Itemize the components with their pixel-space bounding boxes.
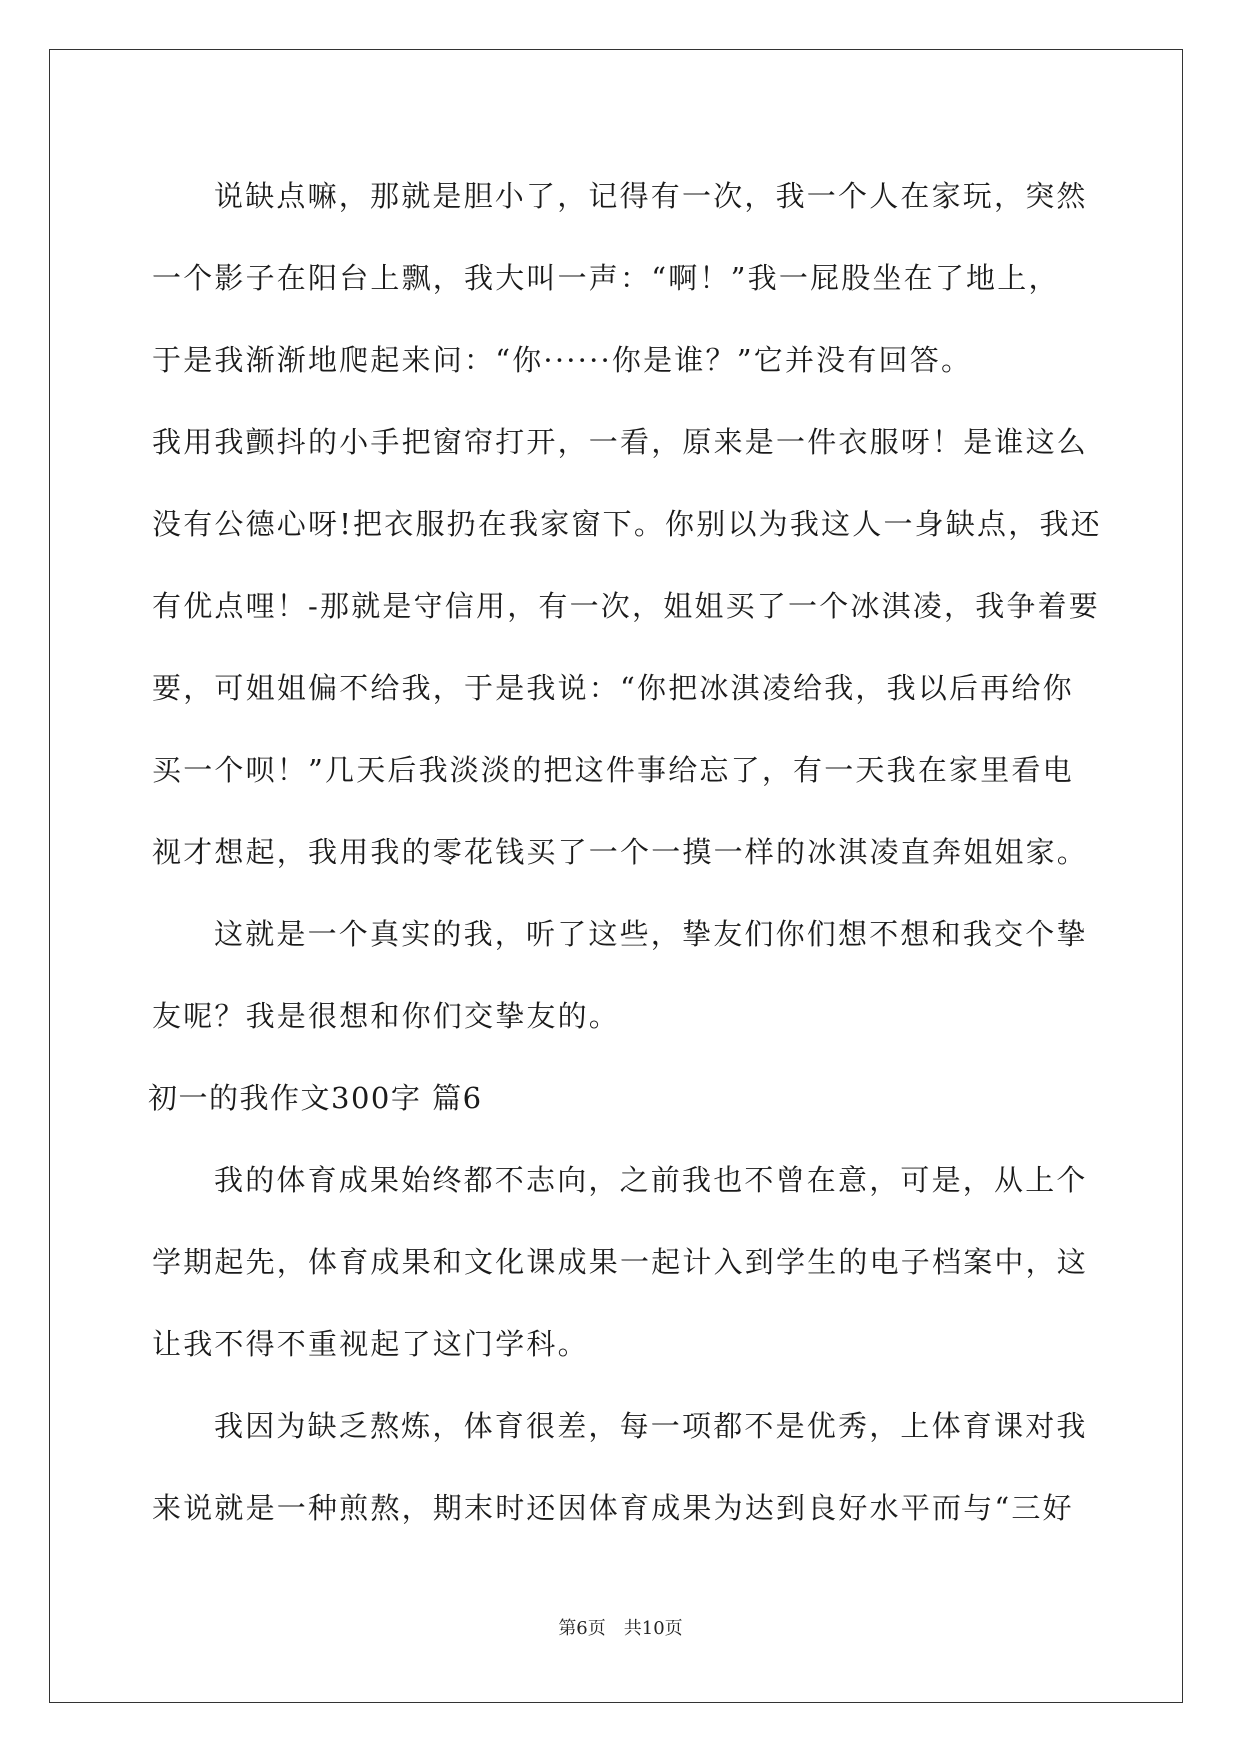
text-line: 视才想起，我用我的零花钱买了一个一摸一样的冰淇凌直奔姐姐家。 (152, 835, 1089, 869)
section-heading: 初一的我作文300字 篇6 (148, 1081, 483, 1115)
text-line: 有优点哩！-那就是守信用，有一次，姐姐买了一个冰淇凌，我争着要 (152, 589, 1101, 623)
text-line: 买一个呗！”几天后我淡淡的把这件事给忘了，有一天我在家里看电 (152, 753, 1074, 787)
text-line: 一个影子在阳台上飘，我大叫一声：“啊！”我一屁股坐在了地上， (152, 261, 1060, 295)
text-line: 说缺点嘛，那就是胆小了，记得有一次，我一个人在家玩，突然 (214, 179, 1088, 213)
page-footer (0, 1614, 1241, 1640)
text-line: 我用我颤抖的小手把窗帘打开，一看，原来是一件衣服呀！是谁这么 (152, 425, 1089, 459)
text-line: 我因为缺乏熬炼，体育很差，每一项都不是优秀，上体育课对我 (214, 1409, 1088, 1443)
text-line: 没有公德心呀!把衣服扔在我家窗下。你别以为我这人一身缺点，我还 (152, 507, 1102, 541)
page-total: 共10页 (623, 1618, 683, 1639)
paragraph-shortcomings (152, 155, 1102, 893)
text-line: 让我不得不重视起了这门学科。 (152, 1327, 589, 1361)
paragraph-pe-grades (152, 1139, 1092, 1385)
document-body (148, 155, 1102, 1549)
paragraph-pe-struggle (152, 1385, 1092, 1549)
text-line: 于是我渐渐地爬起来问：“你······你是谁？”它并没有回答。 (152, 343, 973, 377)
text-line: 友呢？我是很想和你们交挚友的。 (152, 999, 621, 1033)
page-number: 第6页 (558, 1618, 606, 1639)
text-line: 来说就是一种煎熬，期末时还因体育成果为达到良好水平而与“三好 (152, 1491, 1074, 1525)
paragraph-conclusion (152, 893, 1092, 1057)
text-line: 这就是一个真实的我，听了这些，挚友们你们想不想和我交个挚 (214, 917, 1088, 951)
text-line: 学期起先，体育成果和文化课成果一起计入到学生的电子档案中，这 (152, 1245, 1089, 1279)
text-line: 要，可姐姐偏不给我，于是我说：“你把冰淇凌给我，我以后再给你 (152, 671, 1074, 705)
text-line: 我的体育成果始终都不志向，之前我也不曾在意，可是，从上个 (214, 1163, 1088, 1197)
